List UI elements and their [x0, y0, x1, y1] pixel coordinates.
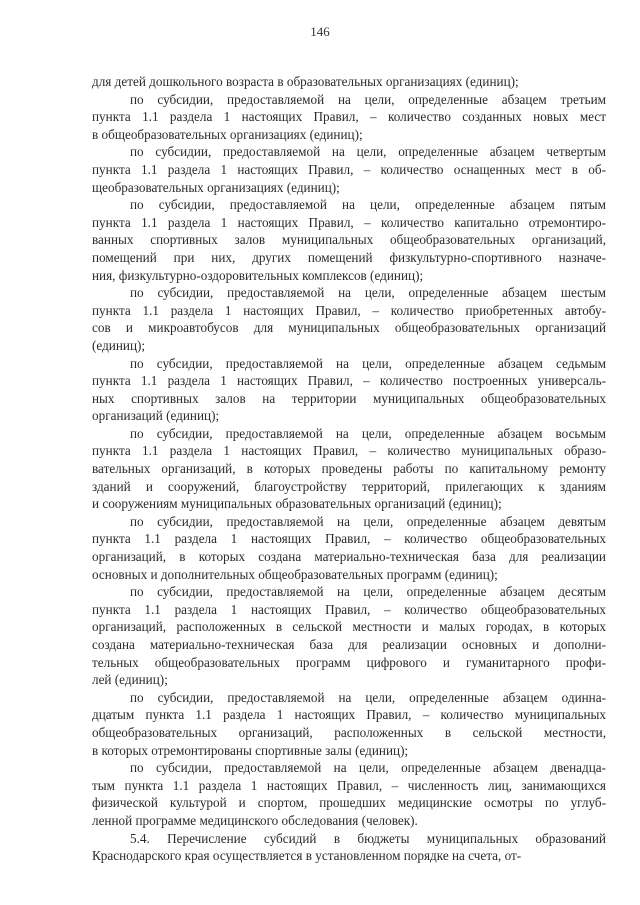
text-line: для детей дошкольного возраста в образовательных организациях (единиц);	[92, 74, 519, 89]
text-line: по субсидии, предоставляемой на цели, определенные абзацем шестым	[130, 285, 606, 301]
text-line: организаций, в которых создана материально-техническая база для реализации	[92, 549, 606, 565]
text-line: ния, физкультурно-оздоровительных комплексов (единиц);	[92, 267, 424, 283]
text-line: общеобразовательных организаций, расположенных в сельской местности,	[92, 724, 606, 740]
text-line: пункта 1.1 раздела 1 настоящих Правил, – количество созданных новых мест	[92, 109, 606, 125]
text-line: организаций (единиц);	[92, 408, 220, 424]
text-line: организаций, расположенных в сельской местности и малых городах, в которых	[92, 619, 606, 635]
text-line: и сооружениям муниципальных образовательных организаций (единиц);	[92, 496, 502, 512]
text-line: пункта 1.1 раздела 1 настоящих Правил, – количество общеобразовательных	[92, 531, 606, 547]
paragraph	[92, 583, 606, 689]
page-number: 146	[310, 24, 330, 39]
text-line: пункта 1.1 раздела 1 настоящих Правил, – количество муниципальных образо-	[92, 443, 606, 459]
text-line: зданий и сооружений, благоустройству территорий, прилегающих к зданиям	[92, 478, 606, 494]
text-line: тым пункта 1.1 раздела 1 настоящих Правил, – численность лиц, занимающихся	[92, 777, 606, 793]
text-line: (единиц);	[92, 337, 146, 353]
text-line: Краснодарского края осуществляется в установленном порядке на счета, от-	[92, 848, 522, 864]
text-line: тельных общеобразовательных программ цифрового и гуманитарного профи-	[92, 654, 606, 670]
text-line: ных спортивных залов на территории муниципальных общеобразовательных	[92, 390, 606, 406]
text-line: помещений при них, других помещений физкультурно-спортивного назначе-	[92, 249, 606, 265]
text-line: пункта 1.1 раздела 1 настоящих Правил, – количество построенных универсаль-	[92, 373, 606, 389]
text-line: по субсидии, предоставляемой на цели, определенные абзацем третьим	[130, 91, 606, 107]
paragraph	[92, 143, 606, 196]
text-line: 5.4. Перечисление субсидий в бюджеты муниципальных образований	[130, 830, 606, 846]
text-line: лей (единиц);	[92, 672, 168, 688]
text-line: по субсидии, предоставляемой на цели, определенные абзацем четвертым	[130, 144, 606, 160]
paragraph	[92, 759, 606, 829]
text-line: основных и дополнительных общеобразовательных программ (единиц);	[92, 566, 498, 582]
text-line: по субсидии, предоставляемой на цели, определенные абзацем двенадца-	[130, 760, 606, 776]
paragraph	[92, 425, 606, 513]
paragraph	[92, 73, 606, 91]
text-line: ленной программе медицинского обследования (человек).	[92, 812, 418, 828]
text-line: по субсидии, предоставляемой на цели, определенные абзацем девятым	[130, 513, 606, 529]
text-line: создана материально-техническая база для реализации основных и дополни-	[92, 637, 606, 652]
paragraph	[92, 196, 606, 284]
text-line: пункта 1.1 раздела 1 настоящих Правил, – количество приобретенных автобу-	[92, 302, 606, 318]
text-line: в общеобразовательных организациях (единиц);	[92, 126, 363, 142]
paragraph	[92, 689, 606, 759]
text-line: по субсидии, предоставляемой на цели, определенные абзацем десятым	[130, 584, 606, 600]
paragraph	[92, 355, 606, 425]
text-line: ванных спортивных залов муниципальных общеобразовательных организаций,	[92, 232, 606, 248]
text-line: по субсидии, предоставляемой на цели, определенные абзацем восьмым	[130, 425, 606, 441]
paragraph	[92, 284, 606, 354]
text-line: дцатым пункта 1.1 раздела 1 настоящих Правил, – количество муниципальных	[92, 707, 606, 723]
document-body	[92, 73, 606, 865]
paragraph	[92, 830, 606, 865]
text-line: вательных организаций, в которых проведены работы по капитальному ремонту	[92, 461, 606, 477]
paragraph	[92, 513, 606, 583]
text-line: пункта 1.1 раздела 1 настоящих Правил, – количество капитально отремонтиро-	[92, 214, 606, 230]
text-line: по субсидии, предоставляемой на цели, определенные абзацем одинна-	[130, 689, 606, 705]
text-line: в которых отремонтированы спортивные залы (единиц);	[92, 742, 409, 758]
text-line: пункта 1.1 раздела 1 настоящих Правил, – количество оснащенных мест в об-	[92, 161, 606, 177]
paragraph	[92, 91, 606, 144]
text-line: по субсидии, предоставляемой на цели, определенные абзацем пятым	[130, 197, 606, 213]
text-line: сов и микроавтобусов для муниципальных общеобразовательных организаций	[92, 320, 606, 336]
text-line: физической культурой и спортом, прошедших медицинские осмотры по углуб-	[92, 795, 606, 811]
text-line: щеобразовательных организациях (единиц);	[92, 179, 340, 195]
text-line: по субсидии, предоставляемой на цели, определенные абзацем седьмым	[130, 355, 606, 371]
text-line: пункта 1.1 раздела 1 настоящих Правил, – количество общеобразовательных	[92, 601, 606, 617]
